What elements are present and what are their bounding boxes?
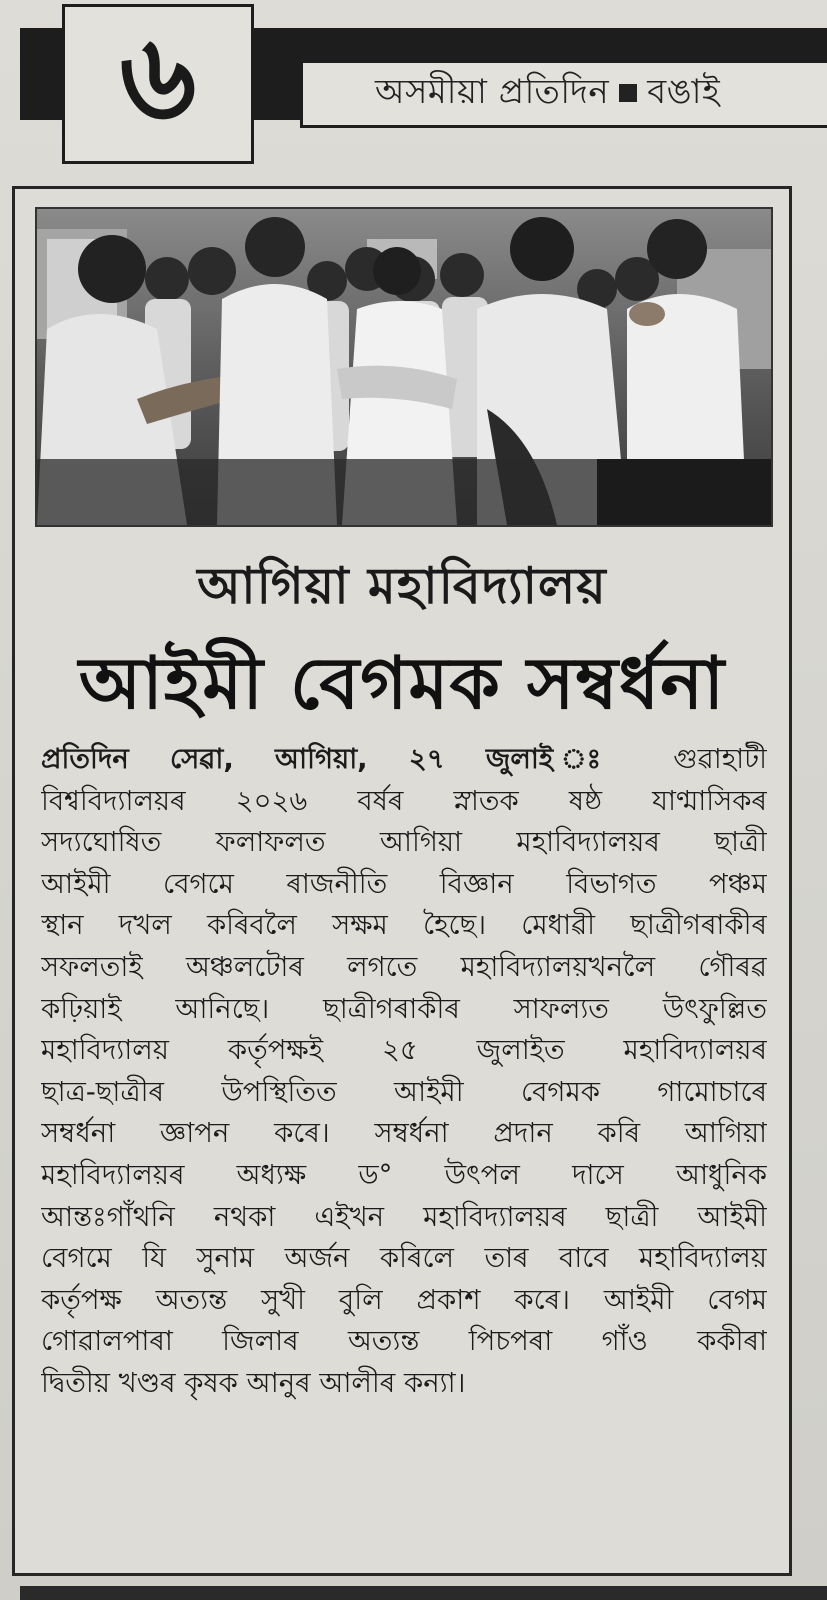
- headline-line-2: আইমী বেগমক সম্বৰ্ধনা: [78, 641, 726, 725]
- body-line: সম্বৰ্ধনা জ্ঞাপন কৰে। সম্বৰ্ধনা প্ৰদান কৰি আগিয়া: [41, 1117, 767, 1150]
- masthead-separator-icon: [619, 84, 637, 102]
- masthead: [300, 60, 827, 128]
- body-line: কৰ্তৃপক্ষ অত্যন্ত সুখী বুলি প্ৰকাশ কৰে। আইমী বেগম: [41, 1283, 767, 1316]
- felicitation-photo-icon: [37, 209, 771, 525]
- bottom-rule: [20, 1586, 827, 1600]
- page-number-box: [62, 4, 254, 164]
- body-line: বিশ্ববিদ্যালয়ৰ ২০২৬ বৰ্ষৰ স্নাতক ষষ্ঠ যাণ্মাসিকৰ: [41, 784, 767, 817]
- body-line: [41, 739, 767, 781]
- body-line: দ্বিতীয় খণ্ডৰ কৃষক আনুৰ আলীৰ কন্যা।: [41, 1366, 466, 1399]
- masthead-edition: বঙাই: [647, 71, 721, 112]
- article-photo: [35, 207, 773, 527]
- body-line: বেগমে যি সুনাম অৰ্জন কৰিলে তাৰ বাবে মহাবিদ্যালয়: [41, 1242, 767, 1275]
- body-line: মহাবিদ্যালয় কৰ্তৃপক্ষই ২৫ জুলাইত মহাবিদ্যালয়ৰ: [41, 1034, 767, 1067]
- page-number: ৬: [119, 7, 197, 146]
- headline-line-1: আগিয়া মহাবিদ্যালয়: [197, 557, 607, 615]
- body-line: সদ্যঘোষিত ফলাফলত আগিয়া মহাবিদ্যালয়ৰ ছাত্ৰী: [41, 826, 767, 859]
- article-body: [41, 739, 767, 1405]
- body-line: গোৱালপাৰা জিলাৰ অত্যন্ত পিচপৰা গাঁও ককীৰা: [41, 1325, 767, 1358]
- body-line: আইমী বেগমে ৰাজনীতি বিজ্ঞান বিভাগত পঞ্চম: [41, 867, 767, 900]
- body-line: মহাবিদ্যালয়ৰ অধ্যক্ষ ড° উৎপল দাসে আধুনিক: [41, 1158, 767, 1191]
- body-line: আন্তঃগাঁথনি নথকা এইখন মহাবিদ্যালয়ৰ ছাত্ৰী আইমী: [41, 1200, 767, 1233]
- masthead-paper-name: অসমীয়া প্ৰতিদিন: [375, 71, 610, 112]
- dateline: প্ৰতিদিন সেৱা, আগিয়া, ২৭ জুলাই ঃ: [41, 743, 633, 775]
- body-line-text: গুৱাহাটী: [673, 743, 767, 775]
- body-line: স্থান দখল কৰিবলৈ সক্ষম হৈছে। মেধাৱী ছাত্ৰীগৰাকীৰ: [41, 909, 767, 942]
- body-line: ছাত্ৰ-ছাত্ৰীৰ উপস্থিতিত আইমী বেগমক গামোচাৰে: [41, 1075, 767, 1108]
- body-line: কঢ়িয়াই আনিছে। ছাত্ৰীগৰাকীৰ সাফল্যত উৎফুল্লিত: [41, 992, 767, 1025]
- body-line: সফলতাই অঞ্চলটোৰ লগতে মহাবিদ্যালয়খনলৈ গৌৰৱ: [41, 950, 767, 983]
- news-article: [12, 186, 792, 1576]
